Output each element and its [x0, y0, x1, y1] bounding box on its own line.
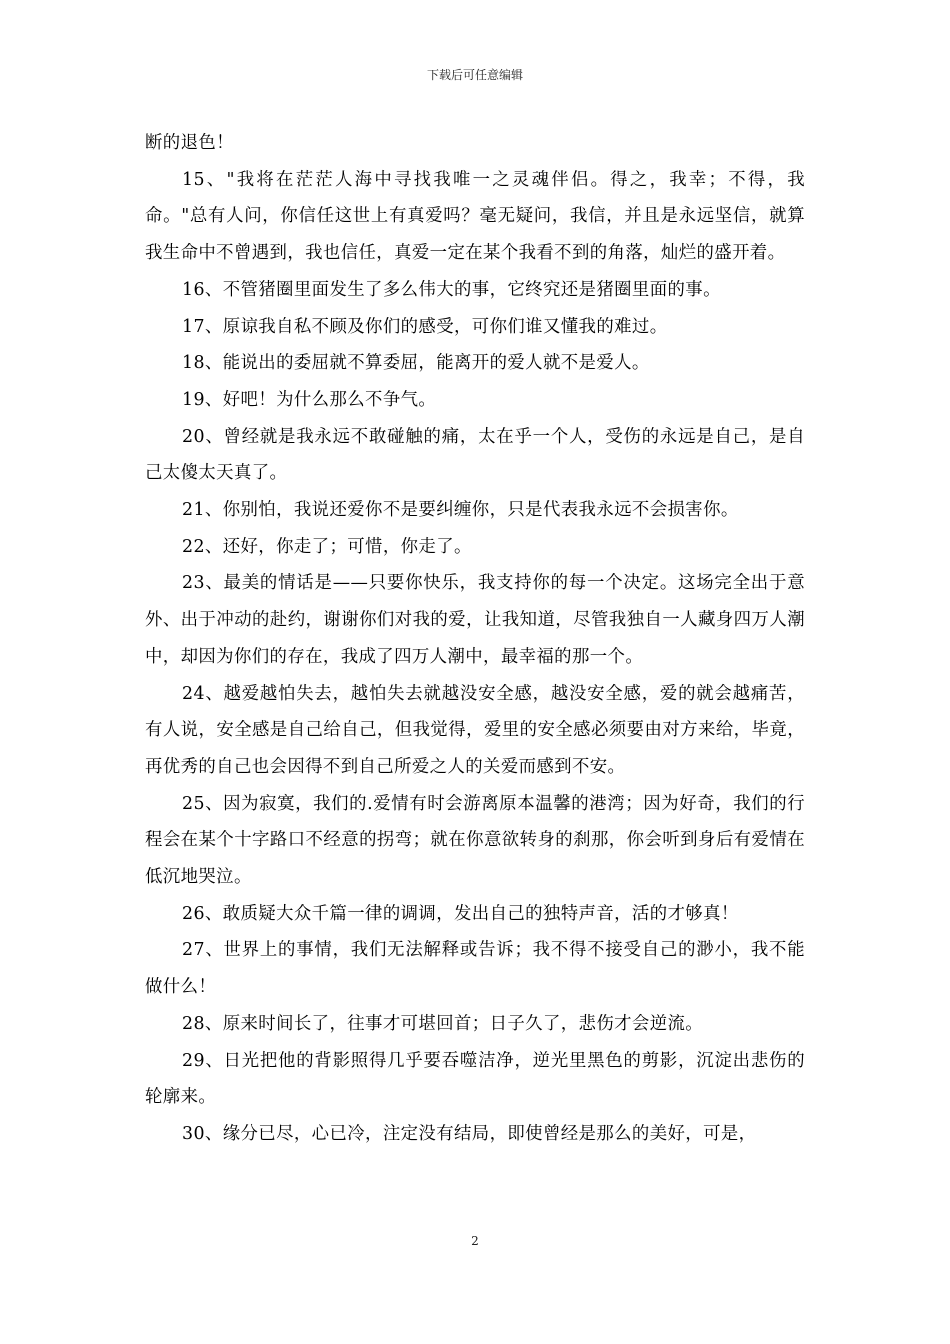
document-body	[145, 125, 805, 1153]
paragraph: 20、曾经就是我永远不敢碰触的痛，太在乎一个人，受伤的永远是自己，是自己太傻太天真了。	[145, 426, 805, 484]
paragraph: 15、"我将在茫茫人海中寻找我唯一之灵魂伴侣。得之，我幸；不得，我命。"总有人问，你信任这世上有真爱吗？毫无疑问，我信，并且是永远坚信，就算我生命中不曾遇到，我也信任，真爱一定在某个我看不到的角落，灿烂的盛开着。	[145, 169, 805, 264]
paragraph: 27、世界上的事情，我们无法解释或告诉；我不得不接受自己的渺小，我不能做什么！	[145, 940, 805, 998]
paragraph: 28、原来时间长了，往事才可堪回首；日子久了，悲伤才会逆流。	[182, 1013, 704, 1034]
paragraph: 24、越爱越怕失去，越怕失去就越没安全感，越没安全感，爱的就会越痛苦，有人说，安全感是自己给自己，但我觉得，爱里的安全感必须要由对方来给，毕竟，再优秀的自己也会因得不到自己所爱之人的关爱而感到不安。	[145, 683, 805, 777]
paragraph: 23、最美的情话是——只要你快乐，我支持你的每一个决定。这场完全出于意外、出于冲动的赴约，谢谢你们对我的爱，让我知道，尽管我独自一人藏身四万人潮中，却因为你们的存在，我成了四万人潮中，最幸福的那一个。	[145, 573, 805, 667]
paragraph: 17、原谅我自私不顾及你们的感受，可你们谁又懂我的难过。	[182, 316, 668, 337]
paragraph: 21、你别怕，我说还爱你不是要纠缠你，只是代表我永远不会损害你。	[182, 500, 739, 521]
paragraph: 22、还好，你走了；可惜，你走了。	[182, 536, 472, 557]
paragraph: 16、不管猪圈里面发生了多么伟大的事，它终究还是猪圈里面的事。	[182, 279, 721, 300]
paragraph: 26、敢质疑大众千篇一律的调调，发出自己的独特声音，活的才够真！	[182, 903, 739, 924]
paragraph: 30、缘分已尽，心已冷，注定没有结局，即使曾经是那么的美好，可是，	[182, 1123, 757, 1144]
paragraph: 19、好吧！为什么那么不争气。	[182, 389, 437, 410]
page-header: 下载后可任意编辑	[426, 68, 523, 82]
paragraph: 25、因为寂寞，我们的.爱情有时会游离原本温馨的港湾；因为好奇，我们的行程会在某个十字路口不经意的拐弯；就在你意欲转身的刹那，你会听到身后有爱情在低沉地哭泣。	[145, 793, 805, 888]
paragraph: 29、日光把他的背影照得几乎要吞噬洁净，逆光里黑色的剪影，沉淀出悲伤的轮廓来。	[145, 1050, 805, 1108]
page-number: 2	[471, 1234, 479, 1248]
paragraph: 断的退色！	[145, 133, 234, 153]
paragraph: 18、能说出的委屈就不算委屈，能离开的爱人就不是爱人。	[182, 353, 650, 374]
